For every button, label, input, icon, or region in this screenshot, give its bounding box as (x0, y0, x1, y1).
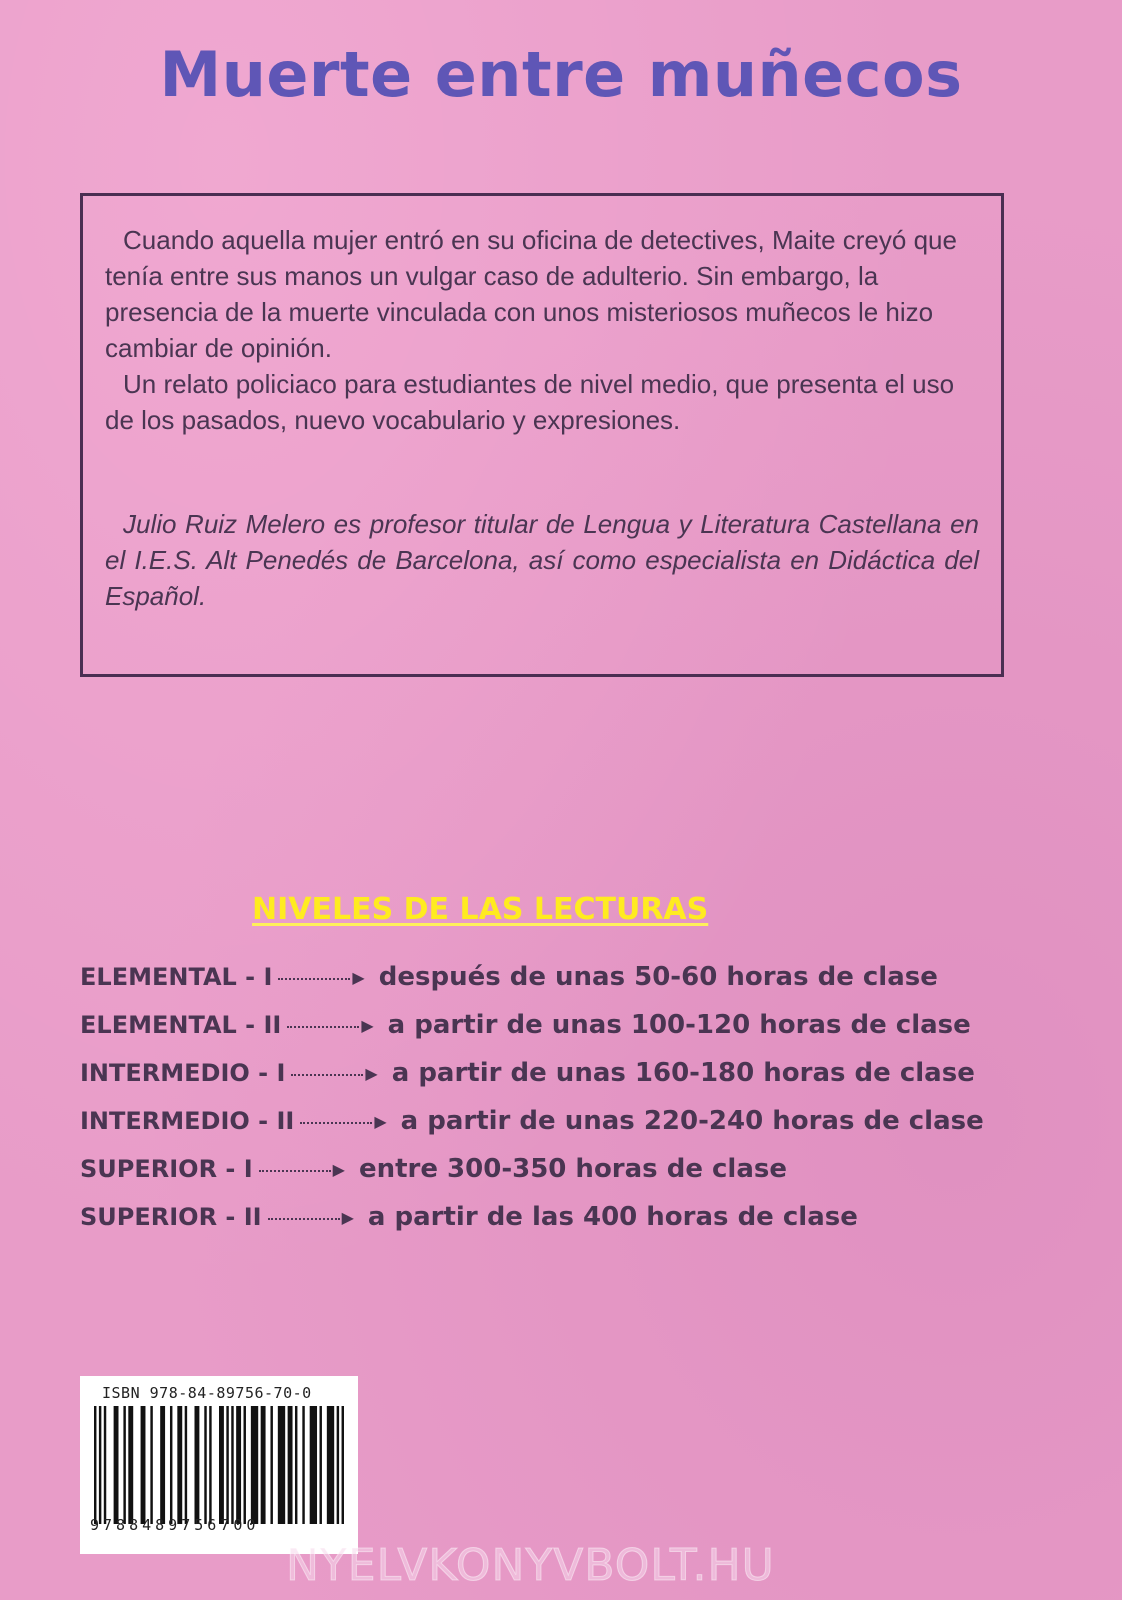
level-row-elemental-1 (80, 953, 980, 1001)
barcode-bar (150, 1406, 152, 1524)
barcode-bar (278, 1406, 285, 1524)
barcode-bar (219, 1406, 224, 1524)
level-description: a partir de unas 220-240 horas de clase (400, 1106, 984, 1136)
arrow-right-icon: ▶ (365, 1063, 378, 1083)
level-name: SUPERIOR - II (80, 1203, 262, 1231)
barcode-digits: 9788489756700 (90, 1516, 260, 1534)
dotted-leader (259, 1170, 331, 1172)
level-name: ELEMENTAL - II (80, 1011, 282, 1039)
level-description: después de unas 50-60 horas de clase (378, 962, 938, 992)
levels-heading: NIVELES DE LAS LECTURAS (252, 892, 709, 927)
barcode-bar (141, 1406, 146, 1524)
barcode-bar (251, 1406, 258, 1524)
barcode-bar (209, 1406, 211, 1524)
level-description: a partir de unas 160-180 horas de clase (391, 1058, 975, 1088)
barcode-bar (310, 1406, 317, 1524)
barcode-bar (94, 1406, 96, 1524)
barcode-bar (302, 1406, 304, 1524)
level-name: SUPERIOR - I (80, 1155, 253, 1183)
level-description: a partir de las 400 horas de clase (367, 1202, 858, 1232)
dotted-leader (278, 978, 350, 980)
barcode-bar (204, 1406, 206, 1524)
level-row-superior-2 (80, 1193, 980, 1241)
arrow-right-icon: ▶ (332, 1159, 345, 1179)
barcode-bar (123, 1406, 125, 1524)
synopsis-paragraph-1: Cuando aquella mujer entró en su oficina de detectives, Maite creyó que tenía entre sus manos un vulgar caso de adulterio. Sin embargo, la presencia de la muerte vinculada con unos misteriosos muñecos le hizo cambiar de opinión. (105, 225, 957, 363)
barcode-bar (244, 1406, 246, 1524)
arrow-right-icon: ▶ (374, 1111, 387, 1131)
barcode-bar (170, 1406, 172, 1524)
isbn-label: ISBN 978-84-89756-70-0 (102, 1384, 312, 1402)
barcode-bar (319, 1406, 321, 1524)
barcode-bar (270, 1406, 272, 1524)
barcode-bar (194, 1406, 199, 1524)
arrow-right-icon: ▶ (361, 1015, 374, 1035)
barcode-bar (236, 1406, 241, 1524)
arrow-right-icon: ▶ (341, 1207, 354, 1227)
level-row-superior-1 (80, 1145, 980, 1193)
barcode-bar (160, 1406, 165, 1524)
barcode-image (90, 1406, 348, 1524)
level-description: entre 300-350 horas de clase (358, 1154, 787, 1184)
barcode-bar (231, 1406, 233, 1524)
level-row-intermedio-2 (80, 1097, 984, 1145)
barcode-bar (288, 1406, 293, 1524)
barcode-bar (337, 1406, 339, 1524)
barcode-bar (128, 1406, 133, 1524)
level-name: INTERMEDIO - I (80, 1059, 286, 1087)
dotted-leader (291, 1074, 363, 1076)
level-row-intermedio-1 (80, 1049, 980, 1097)
barcode-bar (261, 1406, 266, 1524)
barcode-bar (295, 1406, 297, 1524)
arrow-right-icon: ▶ (352, 967, 365, 987)
synopsis-box (80, 193, 1004, 677)
dotted-leader (287, 1026, 359, 1028)
dotted-leader (300, 1122, 372, 1124)
dotted-leader (268, 1218, 340, 1220)
level-row-elemental-2 (80, 1001, 980, 1049)
level-description: a partir de unas 100-120 horas de clase (387, 1010, 971, 1040)
barcode-bar (177, 1406, 182, 1524)
book-title: Muerte entre muñecos (159, 38, 963, 111)
barcode-bar (104, 1406, 106, 1524)
barcode-bar (226, 1406, 228, 1524)
level-name: ELEMENTAL - I (80, 963, 273, 991)
levels-list (80, 953, 984, 1241)
barcode-bar (185, 1406, 187, 1524)
synopsis-paragraph-2: Un relato policiaco para estudiantes de nivel medio, que presenta el uso de los pasados, nuevo vocabulario y expresiones. (105, 369, 955, 435)
barcode-bar (327, 1406, 334, 1524)
isbn-barcode-block (80, 1376, 358, 1554)
barcode-bar (99, 1406, 101, 1524)
barcode-bar (342, 1406, 344, 1524)
watermark: NYELVKONYVBOLT.HU (286, 1540, 775, 1591)
barcode-bar (114, 1406, 119, 1524)
author-bio: Julio Ruiz Melero es profesor titular de Lengua y Literatura Castellana en el I.E.S. Alt Penedés de Barcelona, así como especialista en Didáctica del Español. (105, 509, 979, 611)
level-name: INTERMEDIO - II (80, 1107, 295, 1135)
